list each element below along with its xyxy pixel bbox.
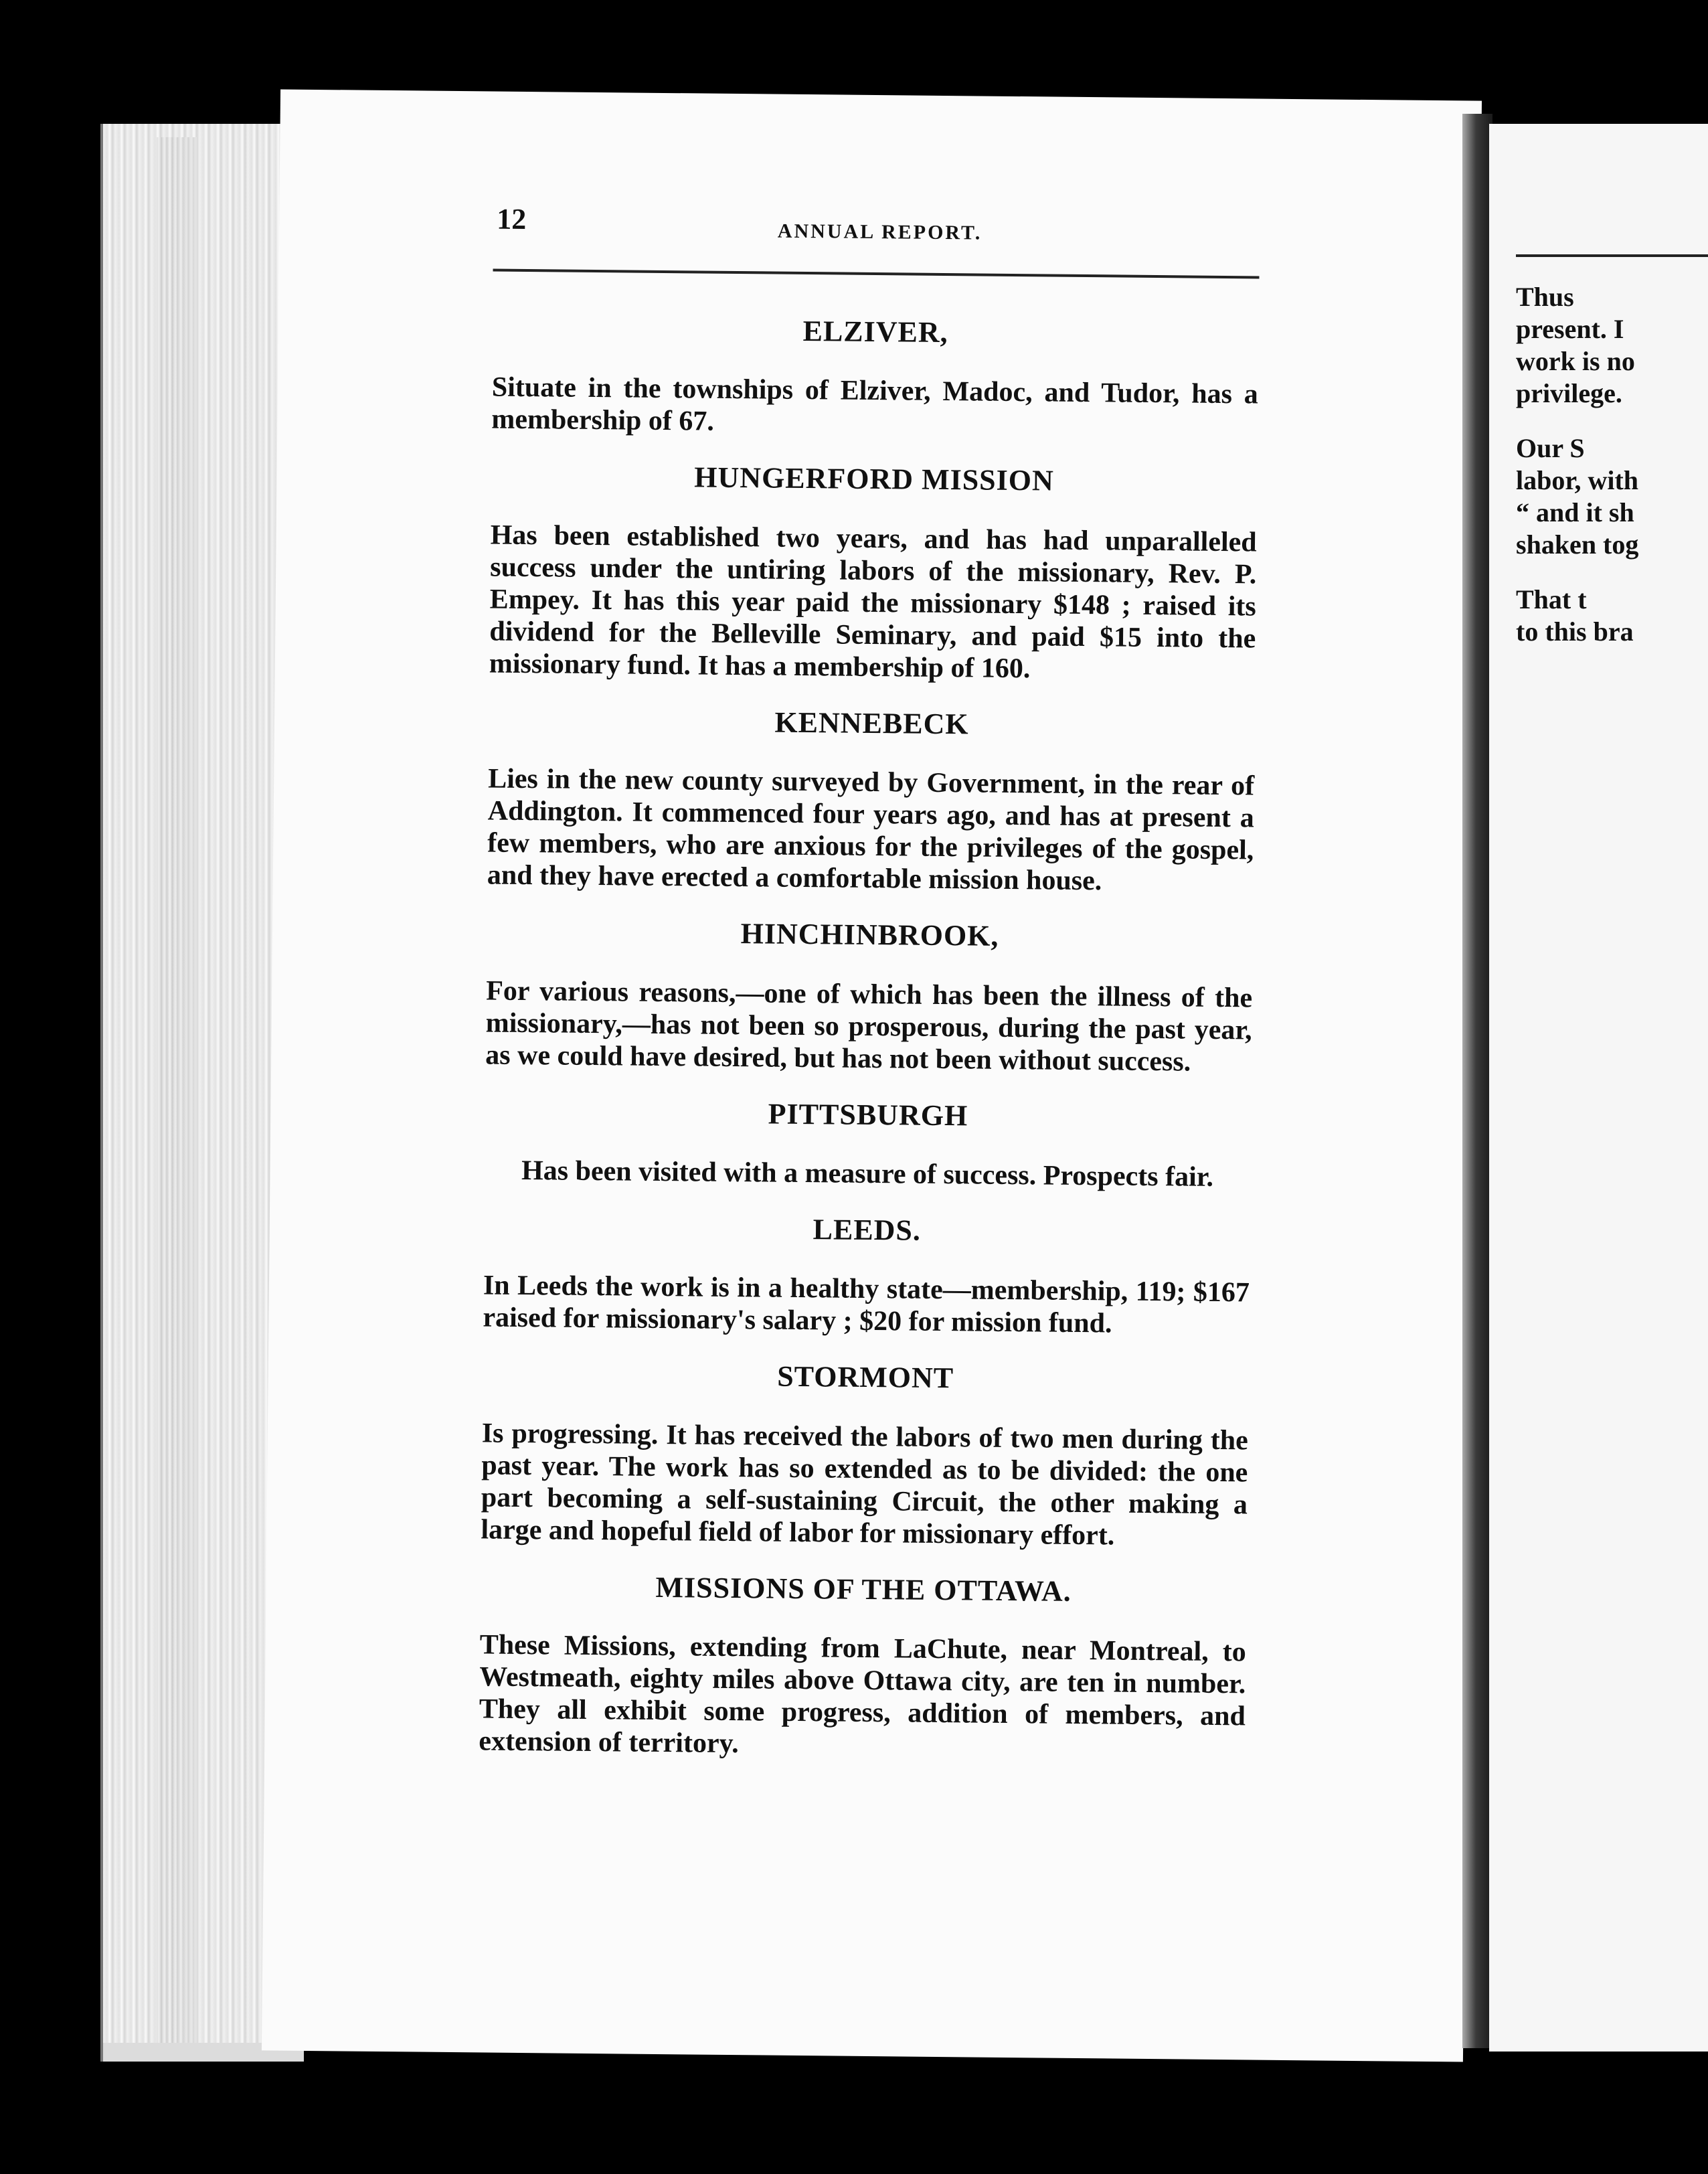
section-text: Lies in the new county surveyed by Government, in the rear of Addington. It commenced four years ago, and has at present a few members, who are anxious for the privileges of the gospel, and they have erected a comfortable mission house. xyxy=(487,763,1255,897)
facing-page-rule xyxy=(1516,254,1708,257)
section-text: Situate in the townships of Elziver, Madoc, and Tudor, has a membership of 67. xyxy=(491,371,1259,438)
section-heading: HINCHINBROOK, xyxy=(740,917,999,952)
facing-line: present. I xyxy=(1516,314,1624,344)
section-text: For various reasons,—one of which has been the illness of the missionary,—has not been so prosperous, during the past year, as we could have desired, but has not been without success. xyxy=(485,975,1253,1078)
section-heading: MISSIONS OF THE OTTAWA. xyxy=(655,1570,1072,1608)
section-hungerford-mission xyxy=(489,460,1258,687)
running-head: ANNUAL REPORT. xyxy=(777,220,983,244)
section-heading: PITTSBURGH xyxy=(768,1097,968,1132)
facing-line: “ and it sh xyxy=(1516,497,1634,527)
facing-line: That t xyxy=(1516,584,1587,614)
section-text: Has been visited with a measure of success. Prospects fair. xyxy=(521,1155,1214,1193)
page-number: 12 xyxy=(497,202,527,236)
section-elziver xyxy=(491,313,1259,443)
facing-line: work is no xyxy=(1516,346,1635,376)
section-heading: STORMONT xyxy=(776,1360,954,1395)
facing-line: Thus xyxy=(1516,282,1574,312)
section-text: Has been established two years, and has had unparalleled success under the untiring labors of the missionary, Rev. P. Empey. It has this year paid the missionary $148 ; raised its dividend for the Belleville Seminary, and paid $15 into the missionary fund. It has a membership of 160. xyxy=(489,519,1257,685)
section-heading: HUNGERFORD MISSION xyxy=(694,461,1055,497)
section-kennebeck xyxy=(487,703,1256,898)
facing-line: to this bra xyxy=(1516,616,1634,647)
main-page xyxy=(262,89,1482,2062)
facing-line: shaken tog xyxy=(1516,529,1639,560)
section-heading: LEEDS. xyxy=(813,1213,922,1247)
section-hinchinbrook xyxy=(485,916,1253,1078)
section-heading: ELZIVER, xyxy=(802,314,948,349)
section-text: These Missions, extending from LaChute, near Montreal, to Westmeath, eighty miles above Ottawa city, are ten in number. They all exhibit some progress, addition of members, and extension of territory. xyxy=(479,1629,1246,1760)
facing-page-text xyxy=(1516,281,1638,648)
facing-line: labor, with xyxy=(1516,465,1639,495)
facing-page xyxy=(1489,124,1708,2052)
book-gutter xyxy=(1462,114,1492,2048)
page-body xyxy=(479,313,1259,1789)
section-missions-of-the-ottawa xyxy=(479,1570,1247,1764)
section-stormont xyxy=(481,1358,1249,1553)
section-text: In Leeds the work is in a healthy state—membership, 119; $167 raised for missionary's salary ; $20 for mission fund. xyxy=(483,1270,1250,1339)
facing-line: Our S xyxy=(1516,433,1585,463)
paragraph-gap xyxy=(1516,561,1638,584)
paragraph-gap xyxy=(1516,410,1638,432)
section-text: Is progressing. It has received the labors of two men during the past year. The work has so extended as to be divided: the one part becoming a self-sustaining Circuit, the other making a large and hopeful field of labor for missionary effort. xyxy=(481,1418,1249,1552)
section-leeds xyxy=(483,1210,1250,1341)
header-rule xyxy=(493,269,1260,279)
page-edge-stack xyxy=(157,137,197,2045)
section-heading: KENNEBECK xyxy=(774,705,969,741)
section-pittsburgh xyxy=(484,1095,1251,1193)
facing-line: privilege. xyxy=(1516,378,1622,408)
